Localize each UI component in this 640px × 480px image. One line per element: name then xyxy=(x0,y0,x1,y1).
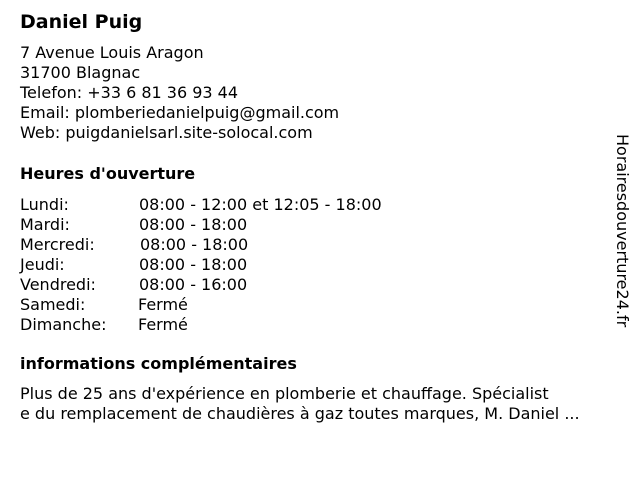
city-postcode: 31700 Blagnac xyxy=(20,63,141,82)
day-label: Lundi: xyxy=(20,195,69,214)
day-hours: 08:00 - 18:00 xyxy=(139,255,248,274)
day-hours: 08:00 - 18:00 xyxy=(140,235,249,254)
day-label: Vendredi: xyxy=(20,275,96,294)
street-address: 7 Avenue Louis Aragon xyxy=(20,43,204,62)
day-label: Dimanche: xyxy=(20,315,107,334)
website-address: Web: puigdanielsarl.site-solocal.com xyxy=(20,123,313,142)
day-hours: 08:00 - 12:00 et 12:05 - 18:00 xyxy=(139,195,382,214)
opening-hours-heading: Heures d'ouverture xyxy=(20,164,196,183)
day-label: Samedi: xyxy=(20,295,86,314)
day-label: Mercredi: xyxy=(20,235,95,254)
contact-block xyxy=(20,43,339,143)
description-line: Plus de 25 ans d'expérience en plomberie et chauffage. Spécialist xyxy=(20,384,549,403)
additional-info-heading: informations complémentaires xyxy=(20,354,297,373)
day-hours: Fermé xyxy=(138,315,188,334)
day-hours: Fermé xyxy=(138,295,188,314)
email-address: Email: plomberiedanielpuig@gmail.com xyxy=(20,103,340,122)
business-name: Daniel Puig xyxy=(20,11,143,33)
day-hours: 08:00 - 16:00 xyxy=(139,275,248,294)
day-label: Jeudi: xyxy=(20,255,65,274)
day-label: Mardi: xyxy=(20,215,70,234)
description-line: e du remplacement de chaudières à gaz toutes marques, M. Daniel ... xyxy=(20,404,580,423)
site-watermark: Horairesdouverture24.fr xyxy=(613,134,632,328)
day-hours: 08:00 - 18:00 xyxy=(139,215,248,234)
business-description xyxy=(20,384,632,424)
phone-number: Telefon: +33 6 81 36 93 44 xyxy=(20,83,239,102)
